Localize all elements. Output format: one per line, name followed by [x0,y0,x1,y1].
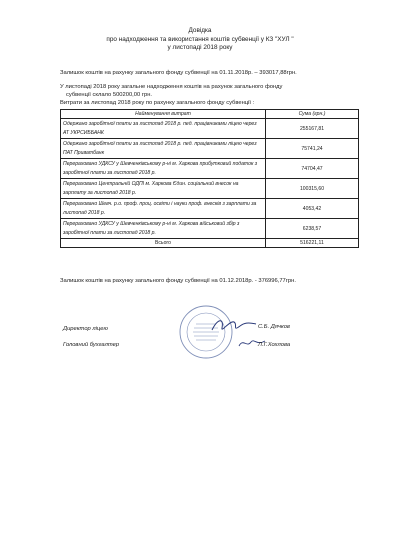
table-total-row [61,239,359,248]
doc-title: Довідка [188,27,212,34]
accountant-name: Л.Г.Хохлова [258,342,291,348]
row-description: Одержано заробітної плати за листопад 2018 р. пед. працівниками ліцею через АТ УКРСИББАНК [61,119,266,139]
row-description: Перераховано Шевч. р.о. проф. проц. освіти і науки проф. внесків з зарплати за листопад 2018 р. [61,199,266,219]
table-row [61,219,359,239]
receipts-line-2: субвенції склало 500200,00 грн. [66,92,153,98]
row-amount: 6238,57 [266,219,359,239]
header-amount: Сума (грн.) [266,110,359,119]
director-signature [210,314,258,336]
header-description: Найменування витрат [61,110,266,119]
table-row [61,139,359,159]
table-row [61,199,359,219]
director-name: С.Б. Дячков [258,324,290,330]
doc-period: у листопаді 2018 року [167,44,233,51]
expenses-intro: Витрати за листопад 2018 року по рахунку загального фонду субвенції : [60,100,255,106]
table-row [61,159,359,179]
row-amount: 255167,81 [266,119,359,139]
total-label: Всього [61,239,266,248]
expenses-table [60,109,359,248]
table-row [61,119,359,139]
receipts-line-1: У листопаді 2018 року загальне надходження коштів на рахунок загального фонду [60,84,283,90]
row-description: Одержано заробітної плати за листопад 2018 р. пед. працівниками ліцею через ПАТ Приватбанк [61,139,266,159]
row-amount: 100315,60 [266,179,359,199]
row-amount: 4053,42 [266,199,359,219]
row-description: Перераховано Центральній ОДПІ м. Харкова Єдин. соціальний внесок на зарплату за листопад 2018 р. [61,179,266,199]
accountant-title: Головний бухгалтер [63,342,120,348]
director-title: Директор ліцею [63,326,108,332]
balance-end: Залишок коштів на рахунку загального фонду субвенції на 01.12.2018р. - 376996,77грн. [60,278,296,284]
row-amount: 75741,24 [266,139,359,159]
table-row [61,179,359,199]
row-description: Перераховано УДКСУ у Шевченківському р-ні м. Харкова прибутковий податок з заробітної плати за листопад 2018 р. [61,159,266,179]
row-amount: 74704,47 [266,159,359,179]
doc-subtitle: про надходження та використання коштів субвенції у КЗ "ХУЛ " [106,36,294,43]
balance-start: Залишок коштів на рахунку загального фонду субвенції на 01.11.2018р. – 393017,88грн. [60,70,297,76]
table-header-row [61,110,359,119]
row-description: Перераховано УДКСУ у Шевченківському р-ні м. Харкова військовий збір з заробітної плати за листопад 2018 р. [61,219,266,239]
total-amount: 516221,11 [266,239,359,248]
